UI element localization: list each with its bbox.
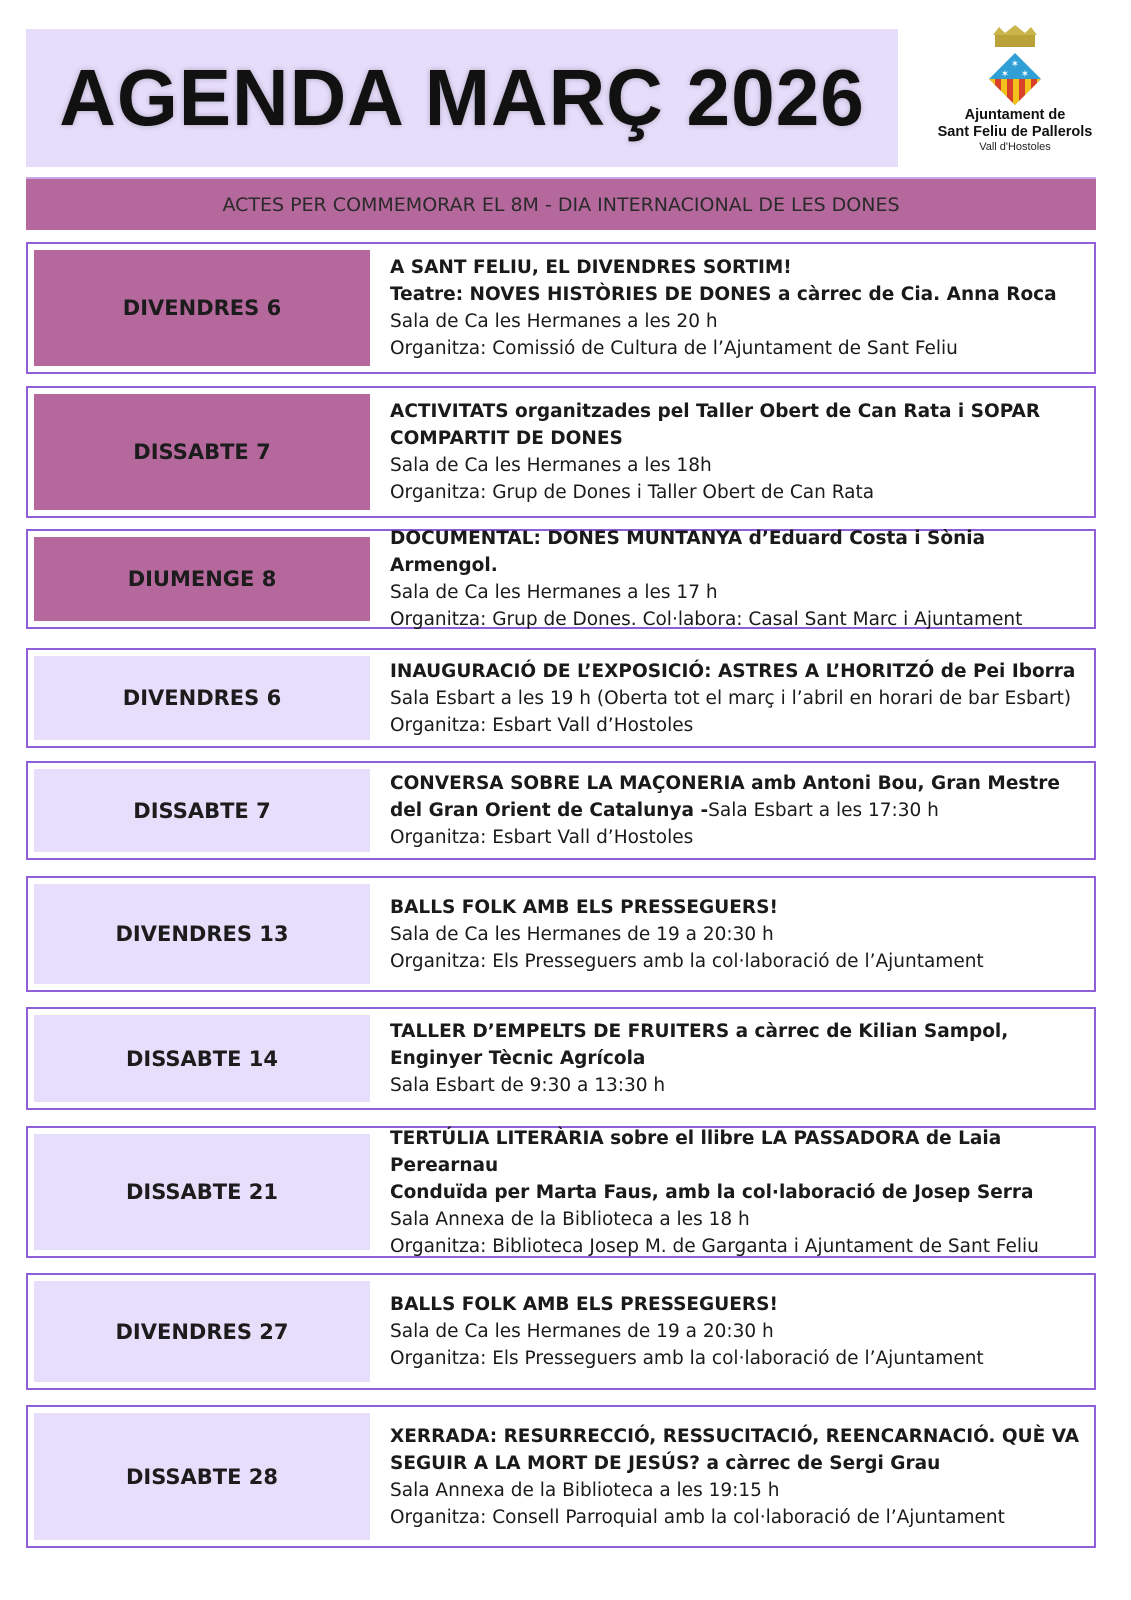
event-detail-line: [390, 1423, 1084, 1477]
title-banner: [26, 29, 898, 167]
event-detail-line: [390, 894, 984, 921]
event-title-text: CONVERSA SOBRE LA MAÇONERIA amb Antoni Bou, Gran Mestre del Gran Orient de Catalunya -: [390, 773, 1060, 821]
event-title-text: ACTIVITATS organitzades pel Taller Obert de Can Rata i SOPAR COMPARTIT DE DONES: [390, 401, 1041, 449]
event-details: [370, 1127, 1094, 1257]
event-details: [370, 1015, 1094, 1102]
event-detail-line: [390, 824, 1084, 851]
event-detail-line: [390, 1233, 1084, 1260]
event-title-text: A SANT FELIU, EL DIVENDRES SORTIM!: [390, 257, 792, 278]
event-detail-line: [390, 335, 1057, 362]
event-info-text: Sala de Ca les Hermanes a les 18h: [390, 455, 712, 476]
event-details: [370, 769, 1094, 852]
event-date: DIVENDRES 6: [34, 656, 370, 740]
event-detail-line: [390, 479, 1084, 506]
event-info-text: Sala de Ca les Hermanes de 19 a 20:30 h: [390, 1321, 774, 1342]
event-detail-line: [390, 254, 1057, 281]
logo-line-1: Ajuntament de: [964, 107, 1066, 123]
event-info-text: Organitza: Els Presseguers amb la col·laboració de l’Ajuntament: [390, 950, 984, 972]
event-row: [26, 1405, 1096, 1548]
svg-text:✶: ✶: [1000, 69, 1010, 80]
event-info-text: Sala de Ca les Hermanes de 19 a 20:30 h: [390, 923, 774, 945]
event-detail-line: [390, 921, 984, 948]
event-title-text: DOCUMENTAL: DONES MUNTANYA d’Eduard Costa i Sònia Armengol.: [390, 528, 986, 576]
event-detail-line: [390, 1179, 1084, 1206]
event-info-text: Organitza: Biblioteca Josep M. de Garganta i Ajuntament de Sant Feliu: [390, 1235, 1039, 1257]
event-detail-line: [390, 948, 984, 975]
event-info-text: Sala Annexa de la Biblioteca a les 19:15 h: [390, 1479, 780, 1501]
event-detail-line: [390, 281, 1057, 308]
event-detail-line: [390, 770, 1084, 824]
event-detail-line: [390, 452, 1084, 479]
event-detail-line: [390, 1504, 1084, 1531]
event-title-text: INAUGURACIÓ DE L’EXPOSICIÓ: ASTRES A L’HORITZÓ de Pei Iborra: [390, 660, 1076, 682]
event-detail-line: [390, 1477, 1084, 1504]
section-header-8m: ACTES PER COMMEMORAR EL 8M - DIA INTERNACIONAL DE LES DONES: [26, 177, 1096, 230]
event-date: DIVENDRES 6: [34, 250, 370, 366]
event-row: [26, 761, 1096, 860]
event-details: [370, 1281, 994, 1382]
event-detail-line: [390, 398, 1084, 452]
event-info-text: Sala de Ca les Hermanes a les 20 h: [390, 311, 718, 332]
event-details: [370, 528, 1094, 630]
event-title-text: XERRADA: RESURRECCIÓ, RESSUCITACIÓ, REENCARNACIÓ. QUÈ VA SEGUIR A LA MORT DE JESÚS? a càrrec de Sergi Grau: [390, 1425, 1080, 1474]
event-info-text: Sala Esbart a les 17:30 h: [708, 800, 939, 821]
event-date: DIVENDRES 13: [34, 884, 370, 984]
event-detail-line: [390, 1072, 1084, 1099]
event-detail-line: [390, 712, 1075, 739]
event-date: DISSABTE 21: [34, 1134, 370, 1250]
event-row: [26, 242, 1096, 374]
event-info-text: Organitza: Esbart Vall d’Hostoles: [390, 714, 694, 736]
event-title-text: Conduïda per Marta Faus, amb la col·laboració de Josep Serra: [390, 1181, 1034, 1203]
event-info-text: Organitza: Grup de Dones. Col·labora: Casal Sant Marc i Ajuntament: [390, 609, 1023, 630]
logo-line-2: Sant Feliu de Pallerols: [937, 124, 1093, 140]
svg-text:✶: ✶: [1010, 59, 1020, 70]
event-info-text: Sala Esbart a les 19 h (Oberta tot el març i l’abril en horari de bar Esbart): [390, 687, 1072, 709]
event-date: DIUMENGE 8: [34, 537, 370, 621]
event-detail-line: [390, 525, 1084, 579]
event-row: [26, 529, 1096, 629]
svg-text:✶: ✶: [1020, 69, 1030, 80]
event-info-text: Organitza: Consell Parroquial amb la col·laboració de l’Ajuntament: [390, 1506, 1005, 1528]
event-title-text: Teatre: NOVES HISTÒRIES DE DONES a càrrec de Cia. Anna Roca: [390, 284, 1057, 305]
event-detail-line: [390, 579, 1084, 606]
event-date: DISSABTE 7: [34, 394, 370, 510]
event-date: DISSABTE 7: [34, 769, 370, 852]
event-title-text: BALLS FOLK AMB ELS PRESSEGUERS!: [390, 1294, 778, 1315]
event-row: [26, 648, 1096, 748]
page-title: AGENDA MARÇ 2026: [59, 53, 865, 142]
event-title-text: TERTÚLIA LITERÀRIA sobre el llibre LA PASSADORA de Laia Perearnau: [390, 1127, 1002, 1176]
event-date: DISSABTE 14: [34, 1015, 370, 1102]
event-row: [26, 1126, 1096, 1258]
event-row: [26, 876, 1096, 992]
event-info-text: Organitza: Grup de Dones i Taller Obert de Can Rata: [390, 482, 875, 503]
event-detail-line: [390, 1018, 1084, 1072]
event-info-text: Organitza: Esbart Vall d’Hostoles: [390, 827, 694, 848]
event-detail-line: [390, 308, 1057, 335]
event-details: [370, 656, 1085, 740]
event-info-text: Organitza: Els Presseguers amb la col·laboració de l’Ajuntament: [390, 1348, 984, 1369]
event-detail-line: [390, 1345, 984, 1372]
event-info-text: Sala Esbart de 9:30 a 13:30 h: [390, 1075, 666, 1096]
event-details: [370, 250, 1067, 366]
event-info-text: Sala Annexa de la Biblioteca a les 18 h: [390, 1208, 750, 1230]
event-detail-line: [390, 1206, 1084, 1233]
event-row: [26, 1007, 1096, 1110]
event-detail-line: [390, 658, 1075, 685]
event-date: DISSABTE 28: [34, 1413, 370, 1540]
event-details: [370, 394, 1094, 510]
logo-line-3: Vall d'Hostoles: [979, 141, 1051, 153]
event-title-text: TALLER D’EMPELTS DE FRUITERS a càrrec de Kilian Sampol, Enginyer Tècnic Agrícola: [390, 1021, 1009, 1069]
coat-of-arms-icon: [985, 25, 1045, 107]
municipality-logo: [915, 25, 1115, 165]
event-info-text: Organitza: Comissió de Cultura de l’Ajuntament de Sant Feliu: [390, 338, 958, 359]
event-row: [26, 1273, 1096, 1390]
event-info-text: Sala de Ca les Hermanes a les 17 h: [390, 582, 718, 603]
event-detail-line: [390, 685, 1075, 712]
event-date: DIVENDRES 27: [34, 1281, 370, 1382]
event-details: [370, 1413, 1094, 1540]
event-detail-line: [390, 1291, 984, 1318]
event-details: [370, 884, 994, 984]
event-row: [26, 386, 1096, 518]
event-detail-line: [390, 1125, 1084, 1179]
event-detail-line: [390, 1318, 984, 1345]
event-title-text: BALLS FOLK AMB ELS PRESSEGUERS!: [390, 896, 778, 918]
event-detail-line: [390, 606, 1084, 633]
